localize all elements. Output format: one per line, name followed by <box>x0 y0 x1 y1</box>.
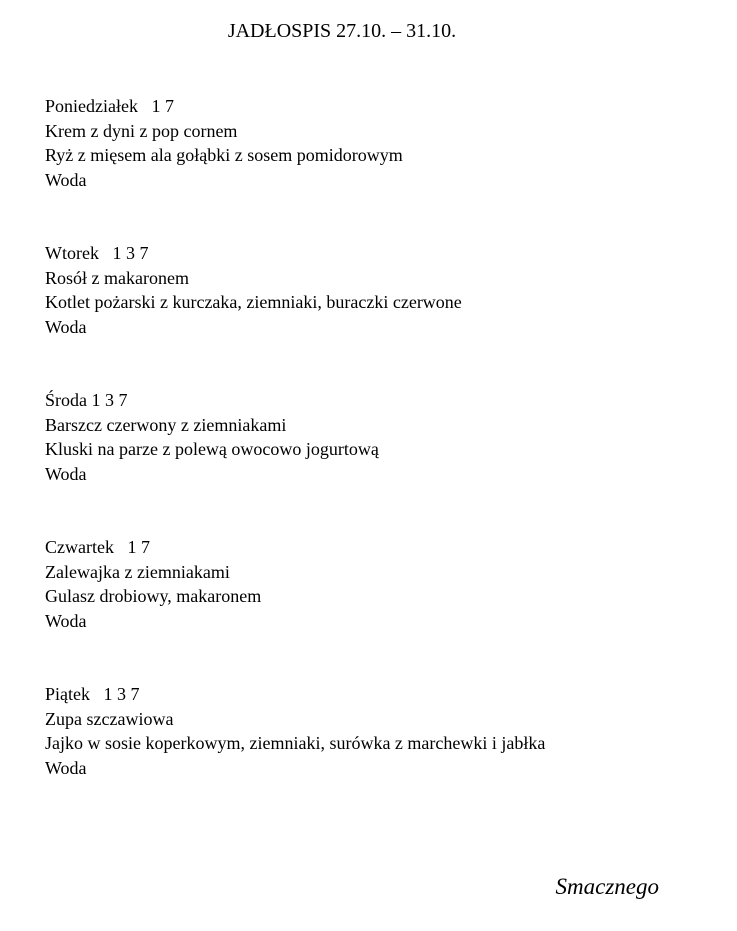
drink-item: Woda <box>45 610 87 631</box>
day-block-thursday <box>45 535 261 633</box>
drink-item: Woda <box>45 316 87 337</box>
day-heading: Poniedziałek 1 7 <box>45 96 174 116</box>
soup-item: Zalewajka z ziemniakami <box>45 561 230 582</box>
main-dish-item: Jajko w sosie koperkowym, ziemniaki, surówka z marchewki i jabłka <box>45 733 546 753</box>
day-heading: Wtorek 1 3 7 <box>45 243 149 263</box>
soup-item: Rosół z makaronem <box>45 267 189 288</box>
main-dish-item: Gulasz drobiowy, makaronem <box>45 586 262 606</box>
day-block-wednesday <box>45 388 379 486</box>
main-dish-item: Kotlet pożarski z kurczaka, ziemniaki, buraczki czerwone <box>45 292 462 312</box>
soup-item: Zupa szczawiowa <box>45 708 174 729</box>
drink-item: Woda <box>45 169 87 190</box>
soup-item: Krem z dyni z pop cornem <box>45 120 238 141</box>
day-block-monday <box>45 94 403 192</box>
day-heading: Piątek 1 3 7 <box>45 684 140 704</box>
main-dish-item: Ryż z mięsem ala gołąbki z sosem pomidorowym <box>45 145 403 165</box>
main-dish-item: Kluski na parze z polewą owocowo jogurtową <box>45 439 379 459</box>
menu-title: JADŁOSPIS 27.10. – 31.10. <box>227 20 457 42</box>
day-block-tuesday <box>45 241 462 339</box>
day-heading: Środa 1 3 7 <box>45 390 128 410</box>
drink-item: Woda <box>45 463 87 484</box>
day-heading: Czwartek 1 7 <box>45 537 150 557</box>
drink-item: Woda <box>45 757 87 778</box>
closing-greeting: Smacznego <box>555 874 659 899</box>
soup-item: Barszcz czerwony z ziemniakami <box>45 414 287 435</box>
day-block-friday <box>45 682 545 780</box>
